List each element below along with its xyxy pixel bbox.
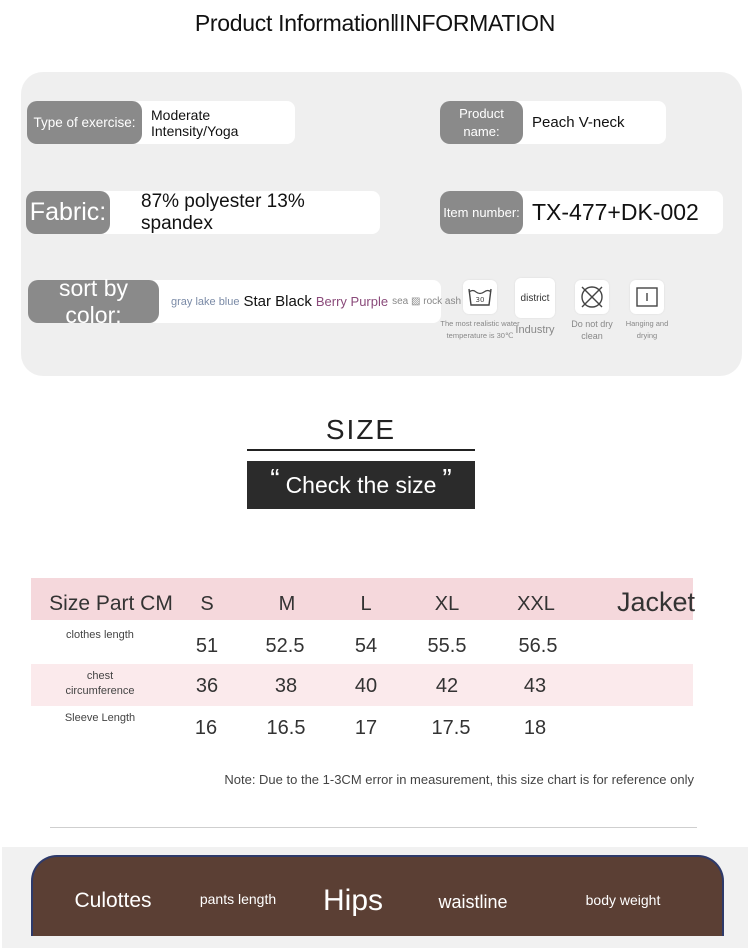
care-label: Do not dry clean [571,319,613,341]
table-row [31,620,693,664]
fabric-value: 87% polyester 13% spandex [141,190,305,234]
size-header-xxl: XXL [517,593,555,615]
care-item [622,280,672,342]
exercise-value-box [131,101,295,144]
check-size-banner [247,461,475,509]
table-row [31,706,693,748]
fabric-value-box [98,191,380,234]
culottes-label: Culottes [74,889,152,912]
product-value: Peach V-neck [532,114,625,131]
table-cell: 17 [354,717,378,739]
color-label: sort by color: [28,280,159,323]
size-table-header [31,578,693,620]
item-value: TX-477+DK-002 [532,199,699,225]
care-label: Hanging and drying [625,319,669,340]
pants-length-label: pants length [199,891,277,907]
product-value-box [510,101,666,144]
pants-size-header-bar [31,855,724,936]
exercise-label: Type of exercise: [27,101,142,144]
waistline-label: waistline [438,892,508,912]
care-label: Industry [515,324,555,336]
wash-30-icon [463,280,497,314]
svg-text:30: 30 [475,296,485,304]
size-header-xl: XL [434,593,460,615]
open-quote-icon: “ [270,463,280,494]
size-title-underline [247,449,475,451]
measurement-note: Note: Due to the 1-3CM error in measurement, this size chart is for reference only [224,772,694,787]
table-cell: 55.5 [427,635,467,657]
row-part-label: clothes length [66,629,134,641]
divider [50,827,697,828]
size-header-s: S [200,593,214,615]
close-quote-icon: ” [442,463,452,494]
care-item [510,278,560,336]
category-label: Jacket [616,587,695,617]
hanging-dry-icon [630,280,664,314]
size-part-header: Size Part CM [49,592,173,615]
care-item [567,280,617,342]
product-label: Product name: [440,101,523,144]
item-label: Item number: [440,191,523,234]
district-icon: district [515,278,555,318]
table-cell: 16.5 [266,717,306,739]
table-cell: 54 [354,635,378,657]
table-cell: 51 [195,635,219,657]
size-header-m: M [278,593,296,615]
table-cell: 36 [195,675,219,697]
table-cell: 52.5 [265,635,305,657]
table-cell: 16 [194,717,218,739]
table-cell: 43 [523,675,547,697]
color-option[interactable]: Berry Purple [315,294,389,309]
body-weight-label: body weight [585,892,661,908]
size-title: SIZE [325,414,397,445]
item-value-box [510,191,723,234]
row-part-label: chest circumference [65,670,135,697]
care-item [440,280,520,342]
care-label: The most realistic water temperature is 30℃ [440,319,520,340]
table-cell: 56.5 [518,635,558,657]
color-options-box [148,280,462,323]
page-title: Product Information‖INFORMATION [194,10,556,36]
table-cell: 42 [435,675,459,697]
row-part-label: Sleeve Length [64,712,136,724]
color-option[interactable]: Star Black [243,293,312,310]
table-cell: 40 [354,675,378,697]
check-size-text: Check the size [285,471,437,498]
size-header-l: L [360,593,372,615]
table-cell: 18 [523,717,547,739]
exercise-value: Moderate Intensity/Yoga [151,106,239,139]
table-cell: 17.5 [431,717,471,739]
hips-label: Hips [322,884,383,917]
table-cell: 38 [274,675,298,697]
do-not-dry-clean-icon [575,280,609,314]
color-option[interactable]: gray lake blue [171,295,240,308]
fabric-label: Fabric: [26,191,110,234]
color-option[interactable]: sea ▨ rock ash [392,296,462,307]
table-row [31,664,693,706]
